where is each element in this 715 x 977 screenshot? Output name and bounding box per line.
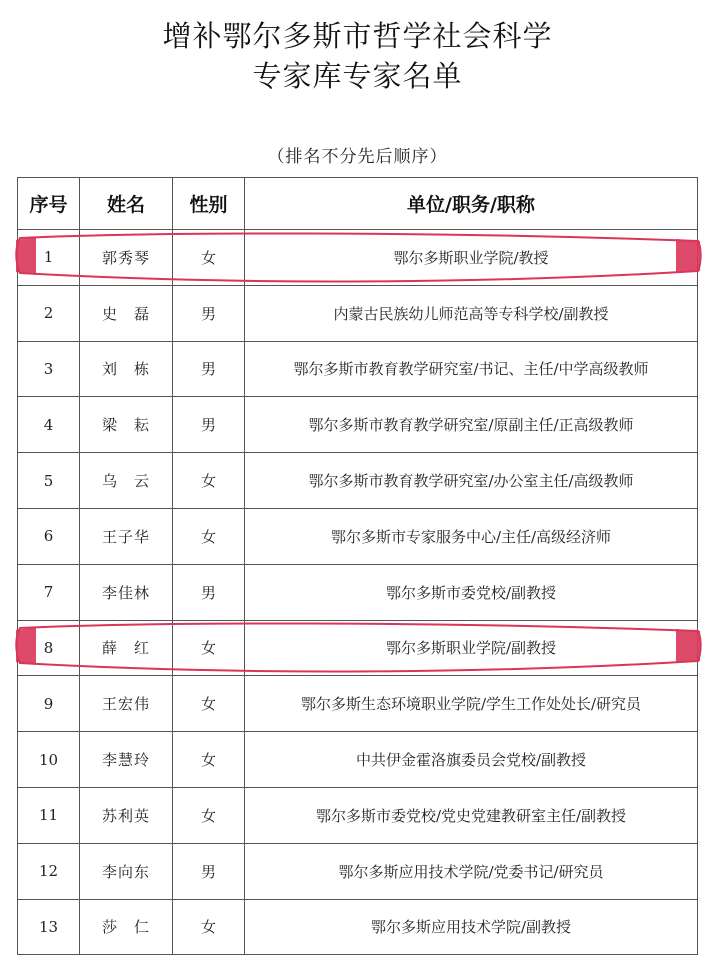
cell-unit: 鄂尔多斯市专家服务中心/主任/高级经济师 bbox=[245, 508, 698, 564]
cell-gender: 男 bbox=[173, 341, 245, 397]
cell-gender: 女 bbox=[173, 899, 245, 955]
table-row bbox=[18, 230, 698, 286]
cell-gender: 女 bbox=[173, 453, 245, 509]
cell-unit: 鄂尔多斯职业学院/副教授 bbox=[245, 620, 698, 676]
cell-name: 莎 仁 bbox=[80, 899, 173, 955]
cell-name: 刘 栋 bbox=[80, 341, 173, 397]
cell-unit: 鄂尔多斯市委党校/副教授 bbox=[245, 564, 698, 620]
cell-gender: 男 bbox=[173, 843, 245, 899]
header-name: 姓名 bbox=[80, 178, 173, 230]
cell-name: 薛 红 bbox=[80, 620, 173, 676]
cell-name: 李慧玲 bbox=[80, 732, 173, 788]
table-row bbox=[18, 397, 698, 453]
cell-index: 6 bbox=[18, 508, 80, 564]
cell-unit: 鄂尔多斯生态环境职业学院/学生工作处处长/研究员 bbox=[245, 676, 698, 732]
cell-index: 9 bbox=[18, 676, 80, 732]
table-row bbox=[18, 899, 698, 955]
table-row bbox=[18, 564, 698, 620]
experts-table bbox=[17, 177, 698, 955]
cell-unit: 鄂尔多斯市委党校/党史党建教研室主任/副教授 bbox=[245, 787, 698, 843]
cell-gender: 女 bbox=[173, 676, 245, 732]
table-row bbox=[18, 620, 698, 676]
cell-index: 2 bbox=[18, 285, 80, 341]
table-row bbox=[18, 508, 698, 564]
cell-unit: 内蒙古民族幼儿师范高等专科学校/副教授 bbox=[245, 285, 698, 341]
cell-index: 10 bbox=[18, 732, 80, 788]
cell-name: 郭秀琴 bbox=[80, 230, 173, 286]
cell-gender: 男 bbox=[173, 397, 245, 453]
cell-name: 乌 云 bbox=[80, 453, 173, 509]
page-subtitle: 专家库专家名单 bbox=[252, 59, 463, 93]
cell-unit: 鄂尔多斯市教育教学研究室/原副主任/正高级教师 bbox=[245, 397, 698, 453]
cell-gender: 女 bbox=[173, 508, 245, 564]
table-header-row bbox=[18, 178, 698, 230]
header-gender: 性别 bbox=[173, 178, 245, 230]
cell-name: 史 磊 bbox=[80, 285, 173, 341]
cell-index: 4 bbox=[18, 397, 80, 453]
cell-name: 梁 耘 bbox=[80, 397, 173, 453]
cell-index: 7 bbox=[18, 564, 80, 620]
cell-gender: 女 bbox=[173, 732, 245, 788]
cell-unit: 鄂尔多斯市教育教学研究室/书记、主任/中学高级教师 bbox=[245, 341, 698, 397]
cell-index: 3 bbox=[18, 341, 80, 397]
cell-unit: 鄂尔多斯应用技术学院/副教授 bbox=[245, 899, 698, 955]
page-title: 增补鄂尔多斯市哲学社会科学 bbox=[162, 19, 553, 53]
table-row bbox=[18, 732, 698, 788]
cell-gender: 女 bbox=[173, 787, 245, 843]
cell-name: 王宏伟 bbox=[80, 676, 173, 732]
cell-index: 8 bbox=[18, 620, 80, 676]
header-index: 序号 bbox=[18, 178, 80, 230]
header-unit: 单位/职务/职称 bbox=[245, 178, 698, 230]
cell-gender: 男 bbox=[173, 285, 245, 341]
cell-index: 11 bbox=[18, 787, 80, 843]
cell-name: 王子华 bbox=[80, 508, 173, 564]
cell-gender: 女 bbox=[173, 230, 245, 286]
cell-index: 5 bbox=[18, 453, 80, 509]
cell-index: 1 bbox=[18, 230, 80, 286]
table-row bbox=[18, 676, 698, 732]
table-row bbox=[18, 341, 698, 397]
order-note: （排名不分先后顺序） bbox=[267, 147, 448, 167]
cell-name: 苏利英 bbox=[80, 787, 173, 843]
cell-unit: 鄂尔多斯应用技术学院/党委书记/研究员 bbox=[245, 843, 698, 899]
table-row bbox=[18, 453, 698, 509]
cell-index: 13 bbox=[18, 899, 80, 955]
cell-unit: 中共伊金霍洛旗委员会党校/副教授 bbox=[245, 732, 698, 788]
cell-index: 12 bbox=[18, 843, 80, 899]
cell-gender: 男 bbox=[173, 564, 245, 620]
cell-gender: 女 bbox=[173, 620, 245, 676]
table-row bbox=[18, 843, 698, 899]
table-row bbox=[18, 285, 698, 341]
table-row bbox=[18, 787, 698, 843]
cell-unit: 鄂尔多斯职业学院/教授 bbox=[245, 230, 698, 286]
cell-name: 李佳林 bbox=[80, 564, 173, 620]
cell-name: 李向东 bbox=[80, 843, 173, 899]
cell-unit: 鄂尔多斯市教育教学研究室/办公室主任/高级教师 bbox=[245, 453, 698, 509]
